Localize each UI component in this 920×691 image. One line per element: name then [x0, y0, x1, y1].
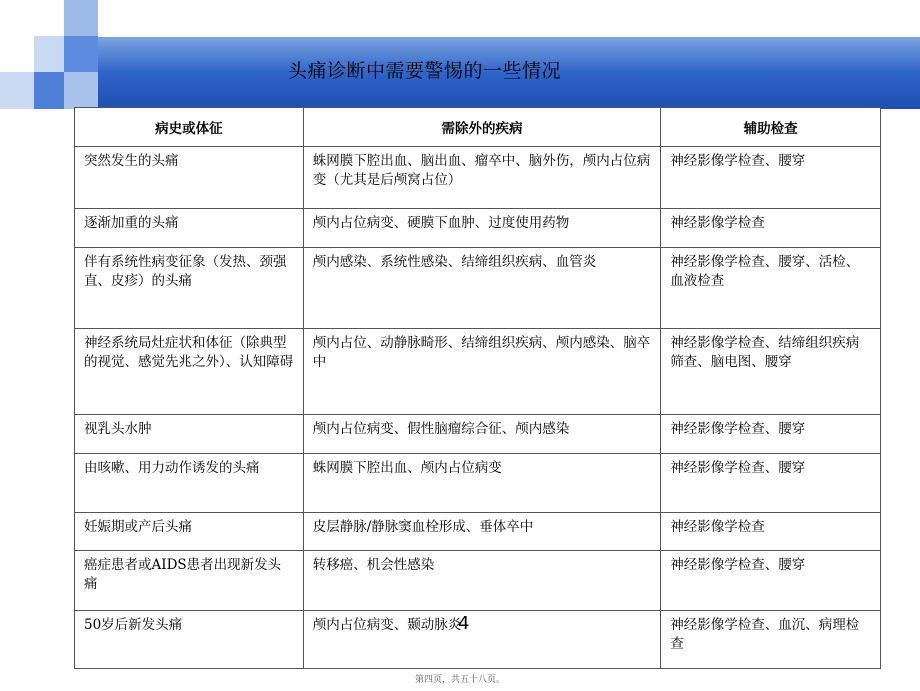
table-cell: 颅内占位病变、假性脑瘤综合征、颅内感染 [312, 421, 570, 437]
table-cell: 转移癌、机会性感染 [312, 557, 435, 573]
deco-square [34, 72, 64, 109]
table-row [75, 209, 881, 248]
table-cell: 视乳头水肿 [84, 421, 152, 437]
table-header-row [75, 108, 881, 147]
table-row [75, 454, 881, 513]
table-row [75, 551, 881, 611]
table-cell: 颅内占位病变、硬膜下血肿、过度使用药物 [312, 215, 570, 231]
table-cell: 神经影像学检查 [670, 215, 765, 231]
table-cell: 神经影像学检查、腰穿 [670, 153, 806, 169]
column-header: 需除外的疾病 [303, 108, 661, 147]
table-cell: 神经影像学检查、腰穿 [670, 421, 806, 437]
deco-square [64, 72, 98, 109]
deco-square [34, 36, 64, 72]
table-cell: 突然发生的头痛 [84, 153, 179, 169]
table-cell: 颅内感染、系统性感染、结缔组织疾病、血管炎 [312, 254, 597, 270]
table-cell: 皮层静脉/静脉窦血栓形成、垂体卒中 [312, 519, 534, 535]
deco-square [0, 72, 34, 109]
slide-title: 头痛诊断中需要警惕的一些情况 [288, 60, 562, 82]
table-cell: 逐渐加重的头痛 [84, 215, 179, 231]
table-cell: 癌症患者或AIDS患者出现新发头痛 [84, 557, 282, 592]
page-number: 4 [458, 613, 470, 634]
table-cell: 神经影像学检查 [670, 519, 765, 535]
deco-square [64, 0, 98, 36]
table-cell: 神经影像学检查、腰穿、活检、血液检查 [670, 254, 860, 289]
table-cell: 蛛网膜下腔出血、颅内占位病变 [312, 460, 502, 476]
table-cell: 神经系统局灶症状和体征（除典型的视觉、感觉先兆之外）、认知障碍 [84, 335, 294, 370]
table-cell: 妊娠期或产后头痛 [84, 519, 192, 535]
table-row [75, 415, 881, 454]
table-row [75, 513, 881, 551]
table-row [75, 611, 881, 669]
deco-square [64, 36, 98, 72]
diagnosis-table [74, 107, 881, 669]
table-cell: 神经影像学检查、腰穿 [670, 557, 806, 573]
table-cell: 颅内占位、动静脉畸形、结缔组织疾病、颅内感染、脑卒中 [312, 335, 651, 370]
table-row [75, 329, 881, 415]
table-cell: 蛛网膜下腔出血、脑出血、瘤卒中、脑外伤，颅内占位病变（尤其是后颅窝占位） [312, 153, 651, 188]
table-cell: 神经影像学检查、结缔组织疾病筛查、脑电图、腰穿 [670, 335, 860, 370]
table-cell: 50岁后新发头痛 [84, 617, 183, 633]
table-cell: 由咳嗽、用力动作诱发的头痛 [84, 460, 260, 476]
page-footer: 第四页，共五十八页。 [414, 675, 505, 685]
table-row [75, 248, 881, 329]
table-row [75, 147, 881, 209]
table-cell: 伴有系统性病变征象（发热、颈强直、皮疹）的头痛 [84, 254, 287, 289]
column-header: 病史或体征 [75, 108, 304, 147]
table-cell: 神经影像学检查、血沉、病理检查 [670, 617, 860, 652]
table-cell: 神经影像学检查、腰穿 [670, 460, 806, 476]
column-header: 辅助检查 [661, 108, 881, 147]
table-cell: 颅内占位病变、颞动脉炎 [312, 617, 462, 633]
